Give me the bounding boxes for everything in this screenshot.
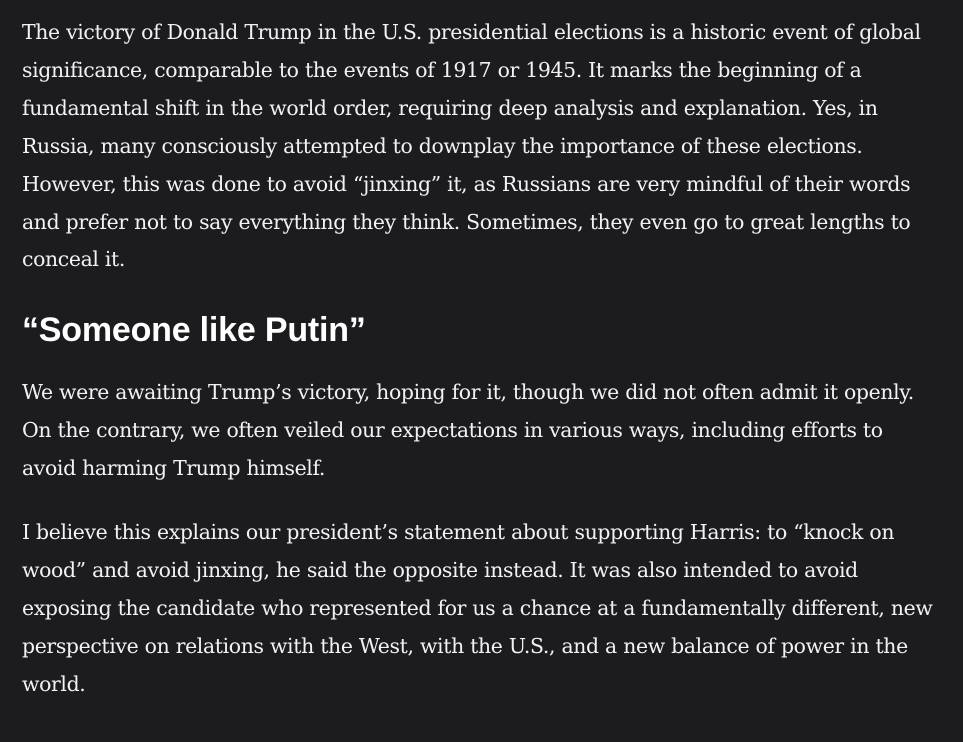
section-heading: “Someone like Putin” [22, 311, 366, 350]
article-paragraph-harris-statement: I believe this explains our president’s statement about supporting Harris: to “knock on wood” and avoid jinxing, he said the opposite instead. It was also intended to avoid exposing the candidate who represented for us a chance at a fundamentally different, new perspective on relations with the West, with the U.S., and a new balance of power in the world. [22, 520, 933, 696]
article-body [22, 14, 942, 704]
article-paragraph-intro: The victory of Donald Trump in the U.S. presidential elections is a historic event of global significance, comparable to the events of 1917 or 1945. It marks the beginning of a fundamental shift in the world order, requiring deep analysis and explanation. Yes, in Russia, many consciously attempted to downplay the importance of these elections. However, this was done to avoid “jinxing” it, as Russians are very mindful of their words and prefer not to say everything they think. Sometimes, they even go to great lengths to conceal it. [22, 20, 921, 272]
article-paragraph-expectations: We were awaiting Trump’s victory, hoping for it, though we did not often admit it openly. On the contrary, we often veiled our expectations in various ways, including efforts to avoid harming Trump himself. [22, 380, 914, 481]
